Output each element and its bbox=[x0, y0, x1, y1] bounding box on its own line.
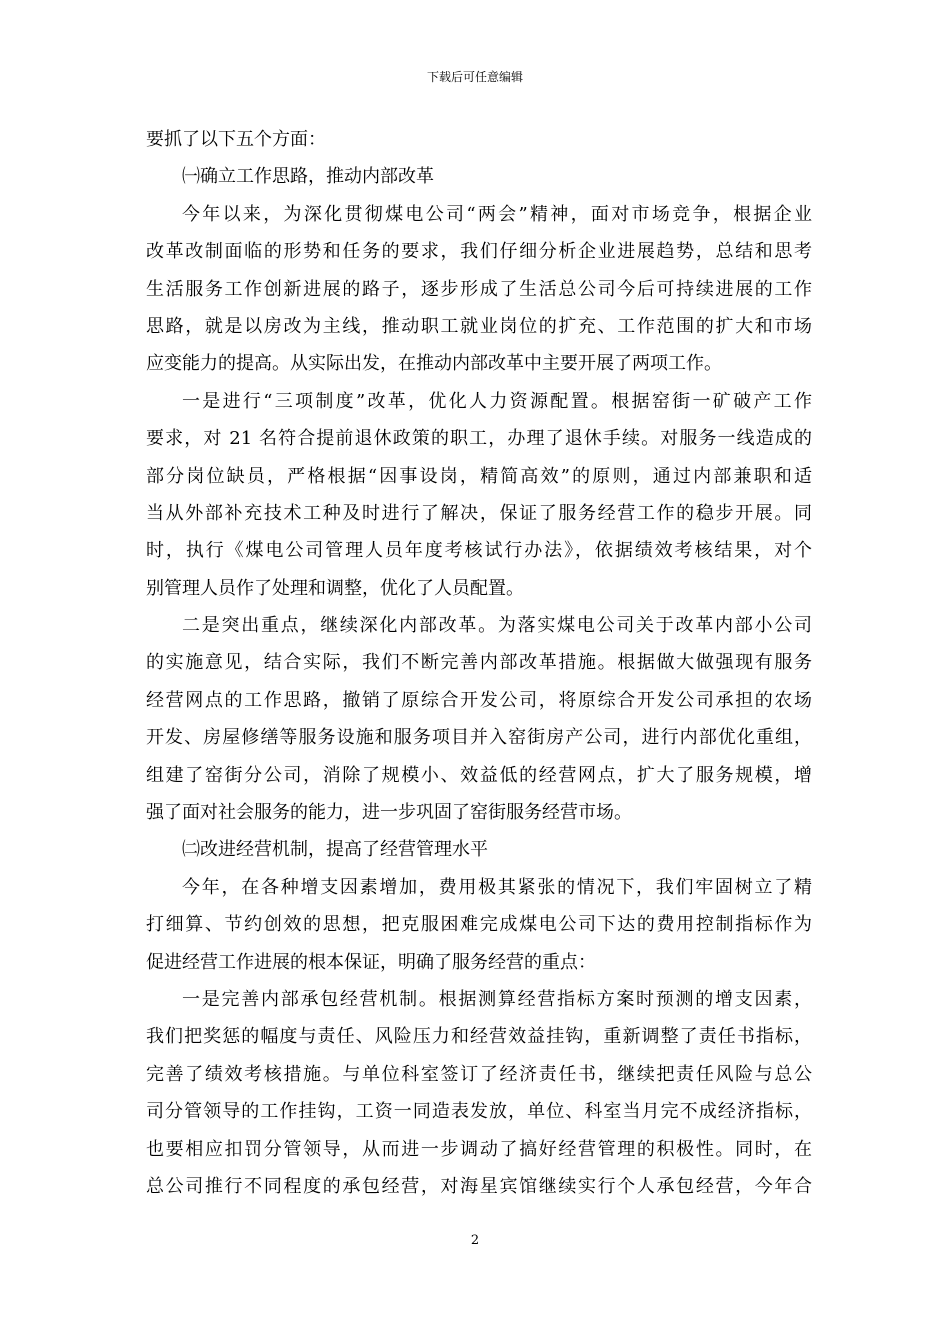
text-line: 我们把奖惩的幅度与责任、风险压力和经营效益挂钩，重新调整了责任书指标， bbox=[146, 1026, 812, 1048]
document-body bbox=[146, 126, 812, 1210]
text-line: 司分管领导的工作挂钩，工资一同造表发放，单位、科室当月完不成经济指标， bbox=[146, 1101, 812, 1123]
text-line: 当从外部补充技术工种及时进行了解决，保证了服务经营工作的稳步开展。同 bbox=[146, 502, 812, 524]
text-line: 部分岗位缺员，严格根据“因事设岗，精简高效”的原则，通过内部兼职和适 bbox=[146, 465, 812, 487]
text-line: 生活服务工作创新进展的路子，逐步形成了生活总公司今后可持续进展的工作 bbox=[146, 278, 812, 300]
text-line: 打细算、节约创效的思想，把克服困难完成煤电公司下达的费用控制指标作为 bbox=[146, 914, 812, 936]
text-line: 也要相应扣罚分管领导，从而进一步调动了搞好经营管理的积极性。同时，在 bbox=[146, 1138, 812, 1160]
text-line: 要抓了以下五个方面： bbox=[146, 129, 326, 150]
text-line: 二是突出重点，继续深化内部改革。为落实煤电公司关于改革内部小公司 bbox=[182, 615, 812, 637]
text-line: 别管理人员作了处理和调整，优化了人员配置。 bbox=[146, 577, 524, 599]
text-line: 一是进行“三项制度”改革，优化人力资源配置。根据窑街一矿破产工作 bbox=[182, 390, 812, 412]
text-line: 开发、房屋修缮等服务设施和服务项目并入窑街房产公司，进行内部优化重组， bbox=[146, 727, 812, 749]
text-line: 促进经营工作进展的根本保证，明确了服务经营的重点： bbox=[146, 951, 596, 973]
text-line: 要求，对 21 名符合提前退休政策的职工，办理了退休手续。对服务一线造成的 bbox=[146, 428, 812, 450]
text-line: 强了面对社会服务的能力，进一步巩固了窑街服务经营市场。 bbox=[146, 802, 632, 824]
text-line: 完善了绩效考核措施。与单位科室签订了经济责任书，继续把责任风险与总公 bbox=[146, 1063, 812, 1085]
text-line: ㈠确立工作思路，推动内部改革 bbox=[182, 166, 434, 188]
text-line: 总公司推行不同程度的承包经营，对海星宾馆继续实行个人承包经营，今年合 bbox=[146, 1175, 812, 1197]
text-line: 思路，就是以房改为主线，推动职工就业岗位的扩充、工作范围的扩大和市场 bbox=[146, 315, 812, 337]
page-number: 2 bbox=[470, 1233, 480, 1248]
text-line: 今年以来，为深化贯彻煤电公司“两会”精神，面对市场竞争，根据企业 bbox=[182, 203, 812, 225]
text-line: 的实施意见，结合实际，我们不断完善内部改革措施。根据做大做强现有服务 bbox=[146, 652, 812, 674]
text-line: 组建了窑街分公司，消除了规模小、效益低的经营网点，扩大了服务规模，增 bbox=[146, 764, 812, 786]
text-line: 今年，在各种增支因素增加，费用极其紧张的情况下，我们牢固树立了精 bbox=[182, 876, 812, 898]
text-line: ㈡改进经营机制，提高了经营管理水平 bbox=[182, 839, 488, 861]
text-line: 一是完善内部承包经营机制。根据测算经营指标方案时预测的增支因素， bbox=[182, 988, 812, 1010]
text-line: 时，执行《煤电公司管理人员年度考核试行办法》，依据绩效考核结果，对个 bbox=[146, 540, 812, 562]
page-header: 下载后可任意编辑 bbox=[426, 70, 523, 84]
text-line: 经营网点的工作思路，撤销了原综合开发公司，将原综合开发公司承担的农场 bbox=[146, 689, 812, 711]
text-line: 改革改制面临的形势和任务的要求，我们仔细分析企业进展趋势，总结和思考 bbox=[146, 241, 812, 263]
text-line: 应变能力的提高。从实际出发，在推动内部改革中主要开展了两项工作。 bbox=[146, 353, 722, 375]
